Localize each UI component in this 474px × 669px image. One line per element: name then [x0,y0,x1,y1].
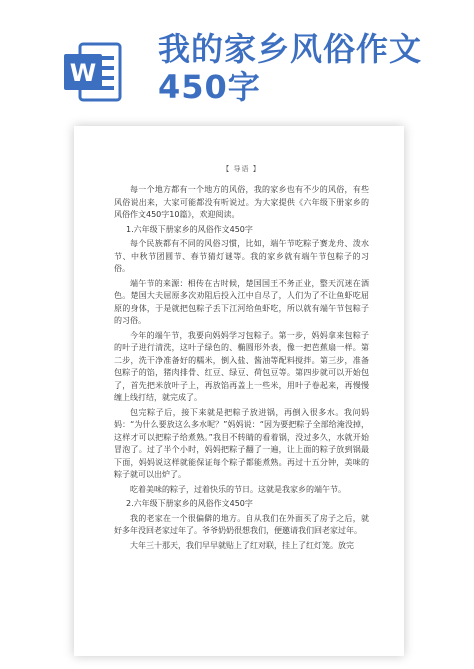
header [0,0,474,130]
document-page [74,126,404,656]
section-label: 【 导语 】 [222,165,261,173]
subheading: 1.六年级下册家乡的风俗作文450字 [126,224,253,234]
document-body [114,164,369,554]
paragraph: 今年的端午节，我要向妈妈学习包粽子。第一步，妈妈拿来包粽子的叶子进行清洗，这叶子绿色的、椭圆形外表，像一把芭蕉扇一样。第二步，洗干净准备好的糯米，倒入盐、酱油等配料搅拌。第三步，准备包粽子的馅，猪肉排骨、红豆、绿豆、荷包豆等。第四步就可以开始包了，首先把米放叶子上，再放馅再盖上一些米，用叶子卷起来，再慢慢缠上线打结，就完成了。 [114,330,369,402]
paragraph: 大年三十那天，我们早早就贴上了红对联，挂上了红灯笼。放完 [130,540,354,550]
svg-text:W: W [69,59,97,87]
paragraph: 每一个地方都有一个地方的风俗，我的家乡也有不少的风俗，有些风俗说出来，大家可能都没有听说过。为大家提供《六年级下册家乡的风俗作文450字10篇》，欢迎阅读。 [114,185,369,219]
subheading: 2.六年级下册家乡的风俗作文450字 [126,499,253,508]
paragraph: 包完粽子后，接下来就是把粽子放进锅，再倒入很多水。我问妈妈：“为什么要放这么多水呢？”妈妈说：“因为要把粽子全部给淹没掉，这样才可以把粽子给煮熟。”我目不转睛的看着锅，没过多久，水就开始冒泡了。过了半个小时，妈妈把粽子翻了一遍，让上面的粽子放到锅最下面，妈妈说这样就能保证每个粽子都能煮熟。再过十五分钟，美味的粽子就可以出炉了。 [114,407,369,479]
paragraph: 我的老家在一个很偏僻的地方。自从我们在外面买了房子之后，就好多年没回老家过年了。爷爷奶奶很想我们，便邀请我们回老家过年。 [114,513,369,535]
paragraph-list [114,184,369,552]
word-document-icon [60,40,124,104]
paragraph: 吃着美味的粽子，过着快乐的节日。这就是我家乡的端午节。 [130,484,346,494]
paragraph: 每个民族都有不同的风俗习惯，比如，端午节吃粽子赛龙舟、泼水节、中秋节团圆节、春节猜灯谜等。我的家乡就有端午节包粽子的习俗。 [114,239,369,273]
paragraph: 端午节的来源：相传在古时候，楚国国王不务正业，整天沉迷在酒色。楚国大夫屈原多次劝阻后投入江中自尽了，人们为了不让鱼虾吃屈原的身体，于是就把包粽子丢下江河给鱼虾吃，所以就有端午节包粽子的习俗。 [114,278,369,325]
page-title: 我的家乡风俗作文450字 [158,30,423,106]
